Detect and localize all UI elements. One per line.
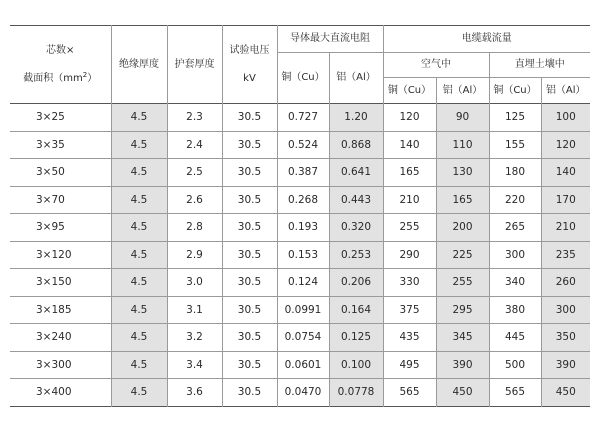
cell-soil-cu: 445 <box>489 324 541 352</box>
cell-air-cu: 210 <box>383 186 436 214</box>
header-resistance-al: 铝（Al） <box>329 53 383 104</box>
cell-test-voltage: 30.5 <box>222 269 277 297</box>
cell-soil-cu: 340 <box>489 269 541 297</box>
cell-resistance-al: 0.100 <box>329 351 383 379</box>
cell-air-al: 200 <box>436 214 489 242</box>
cell-test-voltage: 30.5 <box>222 351 277 379</box>
cell-core-section: 3×70 <box>36 193 65 206</box>
cell-soil-al: 100 <box>541 104 590 132</box>
cell-soil-cu: 155 <box>489 131 541 159</box>
table-row <box>10 159 590 187</box>
header-air: 空气中 <box>383 53 489 78</box>
cell-resistance-cu: 0.193 <box>277 214 329 242</box>
cell-sheath: 3.2 <box>167 324 222 352</box>
header-core-line1: 芯数× <box>46 44 75 56</box>
header-air-cu: 铜（Cu） <box>383 78 436 104</box>
cell-insulation: 4.5 <box>111 104 167 132</box>
cell-air-cu: 565 <box>383 379 436 407</box>
cell-resistance-cu: 0.0470 <box>277 379 329 407</box>
cell-insulation: 4.5 <box>111 159 167 187</box>
cell-soil-cu: 125 <box>489 104 541 132</box>
cell-soil-al: 140 <box>541 159 590 187</box>
cell-test-voltage: 30.5 <box>222 379 277 407</box>
cell-resistance-cu: 0.0601 <box>277 351 329 379</box>
table-row <box>10 186 590 214</box>
cell-resistance-al: 0.320 <box>329 214 383 242</box>
header-air-al: 铝（Al） <box>436 78 489 104</box>
cell-air-cu: 435 <box>383 324 436 352</box>
cell-sheath: 3.1 <box>167 296 222 324</box>
cell-air-cu: 120 <box>383 104 436 132</box>
cell-air-al: 450 <box>436 379 489 407</box>
cell-resistance-al: 0.443 <box>329 186 383 214</box>
cell-air-cu: 255 <box>383 214 436 242</box>
cell-test-voltage: 30.5 <box>222 241 277 269</box>
cell-soil-al: 350 <box>541 324 590 352</box>
cell-insulation: 4.5 <box>111 379 167 407</box>
cell-air-al: 130 <box>436 159 489 187</box>
cell-air-cu: 375 <box>383 296 436 324</box>
cell-resistance-cu: 0.153 <box>277 241 329 269</box>
cable-spec-table-wrapper <box>10 25 590 407</box>
cell-sheath: 2.5 <box>167 159 222 187</box>
cell-sheath: 2.4 <box>167 131 222 159</box>
cell-resistance-cu: 0.124 <box>277 269 329 297</box>
cell-air-cu: 165 <box>383 159 436 187</box>
cell-soil-cu: 265 <box>489 214 541 242</box>
cell-insulation: 4.5 <box>111 214 167 242</box>
cell-soil-al: 260 <box>541 269 590 297</box>
cell-soil-cu: 180 <box>489 159 541 187</box>
cell-air-al: 225 <box>436 241 489 269</box>
cell-soil-al: 450 <box>541 379 590 407</box>
cell-sheath: 3.0 <box>167 269 222 297</box>
cell-sheath: 2.6 <box>167 186 222 214</box>
header-core-section <box>10 26 111 104</box>
cell-air-cu: 495 <box>383 351 436 379</box>
cell-sheath: 2.3 <box>167 104 222 132</box>
cell-sheath: 3.6 <box>167 379 222 407</box>
cell-air-al: 165 <box>436 186 489 214</box>
cell-soil-al: 390 <box>541 351 590 379</box>
cell-core-section: 3×150 <box>36 276 72 289</box>
cell-test-voltage: 30.5 <box>222 214 277 242</box>
cell-insulation: 4.5 <box>111 351 167 379</box>
header-core-superscript: 2 <box>82 70 88 79</box>
cell-core-section: 3×240 <box>36 331 72 344</box>
cell-core-section: 3×95 <box>36 221 65 234</box>
cell-air-al: 255 <box>436 269 489 297</box>
cell-test-voltage: 30.5 <box>222 104 277 132</box>
cell-resistance-cu: 0.0754 <box>277 324 329 352</box>
header-soil-cu: 铜（Cu） <box>489 78 541 104</box>
cell-soil-cu: 565 <box>489 379 541 407</box>
table-row <box>10 269 590 297</box>
header-core-line2: 截面积$(mm^2)$ <box>23 70 98 84</box>
cell-test-voltage: 30.5 <box>222 159 277 187</box>
cell-soil-cu: 300 <box>489 241 541 269</box>
cell-air-al: 295 <box>436 296 489 324</box>
cell-soil-cu: 220 <box>489 186 541 214</box>
table-row <box>10 104 590 132</box>
cell-air-al: 90 <box>436 104 489 132</box>
table-row <box>10 351 590 379</box>
table-row <box>10 241 590 269</box>
cell-air-al: 345 <box>436 324 489 352</box>
header-resistance: 导体最大直流电阻 <box>277 26 383 53</box>
cell-resistance-al: 0.125 <box>329 324 383 352</box>
cell-insulation: 4.5 <box>111 324 167 352</box>
header-soil-al: 铝（Al） <box>541 78 590 104</box>
cell-resistance-cu: 0.0991 <box>277 296 329 324</box>
header-soil: 直埋土壤中 <box>489 53 590 78</box>
cell-resistance-cu: 0.727 <box>277 104 329 132</box>
table-body <box>10 104 590 407</box>
header-insulation: 绝缘厚度 <box>111 26 167 104</box>
table-row <box>10 214 590 242</box>
cell-test-voltage: 30.5 <box>222 186 277 214</box>
cell-resistance-al: 0.0778 <box>329 379 383 407</box>
cell-air-cu: 330 <box>383 269 436 297</box>
cell-sheath: 2.8 <box>167 214 222 242</box>
cell-test-voltage: 30.5 <box>222 296 277 324</box>
cell-soil-al: 210 <box>541 214 590 242</box>
cell-test-voltage: 30.5 <box>222 324 277 352</box>
header-resistance-cu: 铜（Cu） <box>277 53 329 104</box>
cell-resistance-al: 0.206 <box>329 269 383 297</box>
cell-resistance-cu: 0.524 <box>277 131 329 159</box>
cell-air-cu: 290 <box>383 241 436 269</box>
cell-core-section: 3×25 <box>36 111 65 124</box>
cell-sheath: 2.9 <box>167 241 222 269</box>
cell-soil-al: 235 <box>541 241 590 269</box>
cell-resistance-al: 0.641 <box>329 159 383 187</box>
cell-insulation: 4.5 <box>111 296 167 324</box>
cable-spec-table <box>10 25 590 407</box>
header-test-voltage-unit: kV <box>243 72 256 84</box>
cell-soil-al: 170 <box>541 186 590 214</box>
cell-insulation: 4.5 <box>111 269 167 297</box>
table-header <box>10 26 590 104</box>
cell-resistance-al: 1.20 <box>329 104 383 132</box>
cell-core-section: 3×185 <box>36 303 72 316</box>
cell-core-section: 3×50 <box>36 166 65 179</box>
cell-soil-cu: 500 <box>489 351 541 379</box>
cell-core-section: 3×35 <box>36 138 65 151</box>
cell-test-voltage: 30.5 <box>222 131 277 159</box>
cell-air-al: 110 <box>436 131 489 159</box>
cell-soil-al: 300 <box>541 296 590 324</box>
cell-insulation: 4.5 <box>111 186 167 214</box>
cell-resistance-al: 0.164 <box>329 296 383 324</box>
cell-core-section: 3×120 <box>36 248 72 261</box>
cell-resistance-cu: 0.268 <box>277 186 329 214</box>
table-row <box>10 324 590 352</box>
table-row <box>10 131 590 159</box>
cell-soil-cu: 380 <box>489 296 541 324</box>
header-ampacity: 电缆载流量 <box>383 26 590 53</box>
header-test-voltage: 试验电压 kV <box>222 26 277 104</box>
cell-insulation: 4.5 <box>111 241 167 269</box>
cell-insulation: 4.5 <box>111 131 167 159</box>
cell-core-section: 3×400 <box>36 386 72 399</box>
header-sheath: 护套厚度 <box>167 26 222 104</box>
table-row <box>10 379 590 407</box>
cell-soil-al: 120 <box>541 131 590 159</box>
cell-core-section: 3×300 <box>36 358 72 371</box>
cell-resistance-al: 0.868 <box>329 131 383 159</box>
cell-resistance-cu: 0.387 <box>277 159 329 187</box>
cell-air-al: 390 <box>436 351 489 379</box>
table-row <box>10 296 590 324</box>
cell-sheath: 3.4 <box>167 351 222 379</box>
cell-air-cu: 140 <box>383 131 436 159</box>
cell-resistance-al: 0.253 <box>329 241 383 269</box>
